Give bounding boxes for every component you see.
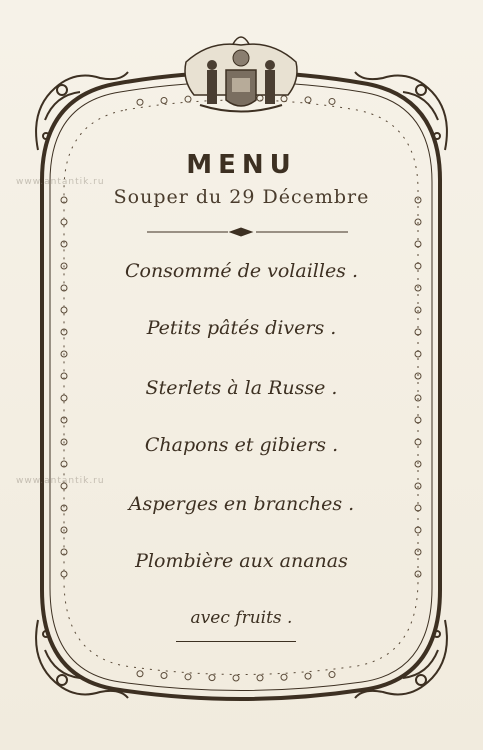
dish-item: Chapons et gibiers .: [144, 434, 339, 456]
dish-item: Petits pâtés divers .: [146, 317, 337, 339]
watermark-text: www.antantik.ru: [16, 177, 105, 187]
coat-of-arms-icon: [185, 37, 297, 112]
dish-item: Sterlets à la Russe .: [145, 377, 338, 399]
title-divider: [147, 228, 348, 236]
menu-subtitle: Souper du 29 Décembre: [113, 186, 370, 208]
menu-title: MENU: [186, 150, 297, 180]
dish-item: Plombière aux ananas: [135, 550, 348, 572]
dish-item: Asperges en branches .: [128, 493, 355, 515]
watermark-text: www.antantik.ru: [16, 476, 105, 486]
dish-item: Consommé de volailles .: [124, 260, 359, 282]
dish-item: avec fruits .: [190, 608, 293, 628]
closing-rule: [176, 641, 296, 642]
